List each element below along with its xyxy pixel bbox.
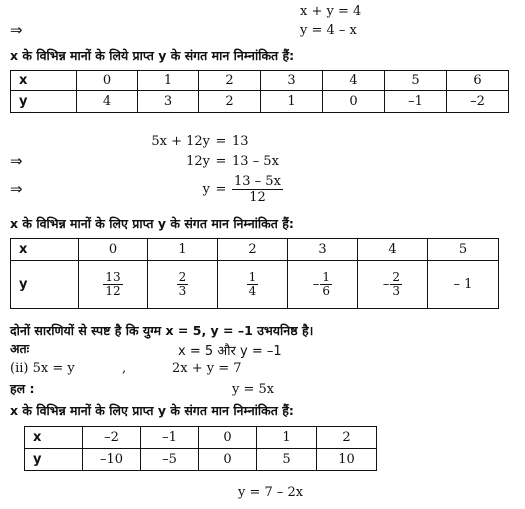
table-cell: 5 (257, 449, 317, 471)
atah-label: अतः (10, 341, 30, 356)
table-cell: 1 (148, 239, 218, 261)
equation-y-equals: y = 4 – x (300, 23, 357, 38)
table-row-x (25, 427, 377, 449)
table-cell: y (11, 261, 79, 309)
table-row-x (11, 239, 499, 261)
implies-arrow: ⇒ (10, 21, 23, 39)
table-row-y (25, 449, 377, 471)
statement-line-1: x के विभिन्न मानों के लिये प्राप्त y के संगत मान निम्नांकित हैं: (10, 48, 295, 63)
equation-x-plus-y: x + y = 4 (300, 4, 362, 19)
bottom-equation: y = 7 – 2x (238, 485, 304, 500)
table-cell: –1 (385, 91, 447, 113)
table-cell: 1 (257, 427, 317, 449)
table-cell: –5 (141, 449, 199, 471)
table-cell: 10 (317, 449, 377, 471)
table-cell: 4 (323, 71, 385, 91)
table-cell: 0 (77, 71, 138, 91)
part-ii-comma: , (122, 361, 127, 376)
table-cell: –2 (447, 91, 509, 113)
table-cell: 2 (199, 71, 261, 91)
atah-value: x = 5 और y = –1 (178, 344, 282, 359)
table-cell: – $\frac{1}{6}$ (288, 261, 358, 309)
table-cell: 1 (261, 91, 323, 113)
table-cell: –2 (83, 427, 141, 449)
equation-line: 5x + 12y = 13 (151, 134, 249, 149)
values-table-3 (24, 426, 377, 471)
table-cell: 5 (428, 239, 499, 261)
part-ii-label: (ii) 5x = y (10, 361, 75, 376)
table-cell: 2 (199, 91, 261, 113)
values-table-2 (10, 238, 499, 309)
table-cell: y (25, 449, 83, 471)
table-cell: 3 (138, 91, 199, 113)
table-cell: x (25, 427, 83, 449)
table-cell (218, 261, 288, 309)
equation-line: 12y = 13 – 5x (186, 154, 279, 169)
fraction: $\frac{13}{12}$ (105, 270, 121, 298)
table-cell: 0 (79, 239, 148, 261)
table-cell: 0 (323, 91, 385, 113)
table-cell: 2 (218, 239, 288, 261)
table-cell: 0 (199, 427, 257, 449)
table-cell: – $\frac{2}{3}$ (358, 261, 428, 309)
table-cell: 6 (447, 71, 509, 91)
part-ii-equation: 2x + y = 7 (172, 361, 242, 376)
fraction: $\frac{1}{6}$ (322, 270, 331, 298)
table-cell: 5 (385, 71, 447, 91)
table-cell (79, 261, 148, 309)
statement-line-2: x के विभिन्न मानों के लिए प्राप्त y के संगत मान निम्नांकित हैं: (10, 216, 294, 231)
fraction: $\frac{1}{4}$ (248, 270, 257, 298)
hal-equation: y = 5x (232, 382, 275, 397)
conclusion-line: दोनों सारणियों से स्पष्ट है कि युग्म x = 5, y = –1 उभयनिष्ठ है। (10, 323, 314, 338)
values-table-1 (10, 70, 509, 113)
table-cell: 2 (317, 427, 377, 449)
table-row-y (11, 91, 509, 113)
equation-line: y = $\frac{13 - 5x}{12}$ (202, 174, 281, 205)
table-cell: 1 (138, 71, 199, 91)
table-cell: –1 (141, 427, 199, 449)
hal-label: हल : (10, 381, 35, 396)
table-cell (148, 261, 218, 309)
implies-arrow: ⇒ (10, 180, 23, 198)
table-cell: 4 (77, 91, 138, 113)
table-cell: y (11, 91, 77, 113)
table-cell: 0 (199, 449, 257, 471)
table-row-x (11, 71, 509, 91)
implies-arrow: ⇒ (10, 152, 23, 170)
table-cell: 3 (288, 239, 358, 261)
table-cell: x (11, 71, 77, 91)
fraction: $\frac{2}{3}$ (178, 270, 187, 298)
statement-line-3: x के विभिन्न मानों के लिए प्राप्त y के संगत मान निम्नांकित हैं: (10, 403, 294, 418)
table-row-y (11, 261, 499, 309)
fraction: $\frac{2}{3}$ (392, 270, 401, 298)
table-cell: – 1 (428, 261, 499, 309)
fraction: $\frac{13 - 5x}{12}$ (234, 174, 281, 205)
table-cell: 4 (358, 239, 428, 261)
table-cell: x (11, 239, 79, 261)
table-cell: –10 (83, 449, 141, 471)
table-cell: 3 (261, 71, 323, 91)
